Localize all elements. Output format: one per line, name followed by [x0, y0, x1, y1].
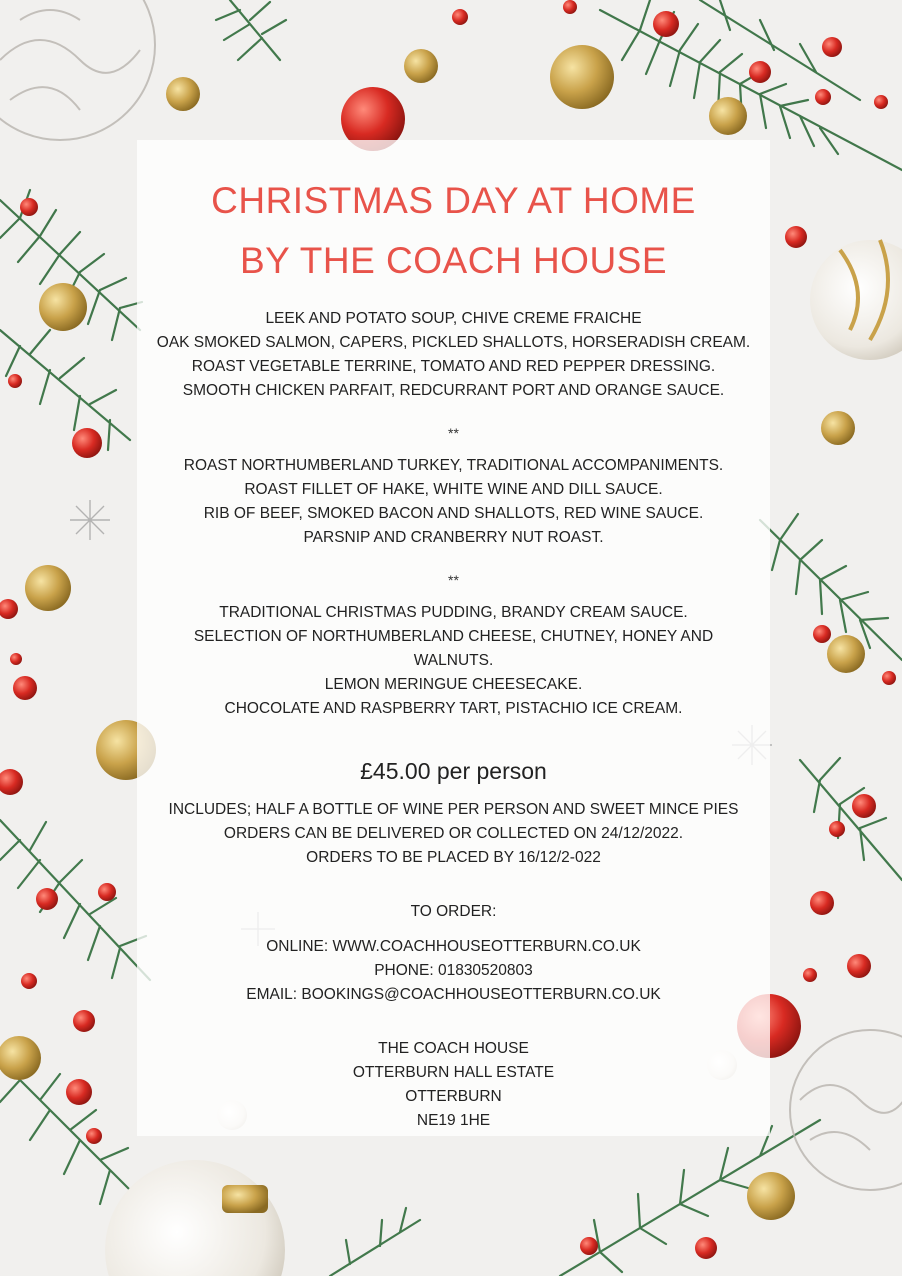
address-section: [137, 1037, 770, 1133]
menu-item: ROAST VEGETABLE TERRINE, TOMATO AND RED PEPPER DRESSING.: [191, 358, 716, 375]
course-separator: **: [448, 572, 459, 588]
order-phone: PHONE: 01830520803: [374, 962, 533, 979]
menu-item: ROAST NORTHUMBERLAND TURKEY, TRADITIONAL ACCOMPANIMENTS.: [183, 457, 724, 474]
address-line: THE COACH HOUSE: [378, 1040, 529, 1057]
menu-title-line1: CHRISTMAS DAY AT HOME: [211, 180, 696, 221]
menu-item: CHOCOLATE AND RASPBERRY TART, PISTACHIO ICE CREAM.: [224, 700, 683, 717]
menu-item: OAK SMOKED SALMON, CAPERS, PICKLED SHALLOTS, HORSERADISH CREAM.: [156, 334, 751, 351]
menu-item: RIB OF BEEF, SMOKED BACON AND SHALLOTS, RED WINE SAUCE.: [203, 505, 704, 522]
menu-item: ROAST FILLET OF HAKE, WHITE WINE AND DILL SAUCE.: [244, 481, 663, 498]
price-text: £45.00 per person: [360, 758, 547, 784]
order-section: [137, 935, 770, 1007]
order-heading: TO ORDER:: [410, 903, 497, 920]
desserts-section: [137, 601, 770, 721]
starters-section: [137, 307, 770, 403]
menu-item: TRADITIONAL CHRISTMAS PUDDING, BRANDY CREAM SAUCE.: [219, 604, 688, 621]
order-email: EMAIL: BOOKINGS@COACHHOUSEOTTERBURN.CO.UK: [246, 986, 661, 1003]
menu-title-line2: BY THE COACH HOUSE: [239, 240, 668, 281]
info-line: INCLUDES; HALF A BOTTLE OF WINE PER PERSON AND SWEET MINCE PIES: [168, 801, 739, 818]
menu-item: SMOOTH CHICKEN PARFAIT, REDCURRANT PORT AND ORANGE SAUCE.: [182, 382, 725, 399]
info-line: ORDERS CAN BE DELIVERED OR COLLECTED ON 24/12/2022.: [223, 825, 684, 842]
address-line: OTTERBURN: [405, 1088, 502, 1105]
menu-item: SELECTION OF NORTHUMBERLAND CHEESE, CHUTNEY, HONEY AND: [193, 628, 714, 645]
course-separator: **: [448, 425, 459, 441]
info-line: ORDERS TO BE PLACED BY 16/12/2-022: [306, 849, 601, 866]
order-online: ONLINE: WWW.COACHHOUSEOTTERBURN.CO.UK: [266, 938, 641, 955]
menu-item: LEEK AND POTATO SOUP, CHIVE CREME FRAICHE: [265, 310, 642, 327]
address-line: NE19 1HE: [416, 1112, 491, 1129]
address-line: OTTERBURN HALL ESTATE: [352, 1064, 555, 1081]
menu-item: PARSNIP AND CRANBERRY NUT ROAST.: [303, 529, 604, 546]
info-section: [137, 798, 770, 870]
menu-item: WALNUTS.: [413, 652, 494, 669]
mains-section: [137, 454, 770, 550]
menu-item: LEMON MERINGUE CHEESECAKE.: [324, 676, 583, 693]
